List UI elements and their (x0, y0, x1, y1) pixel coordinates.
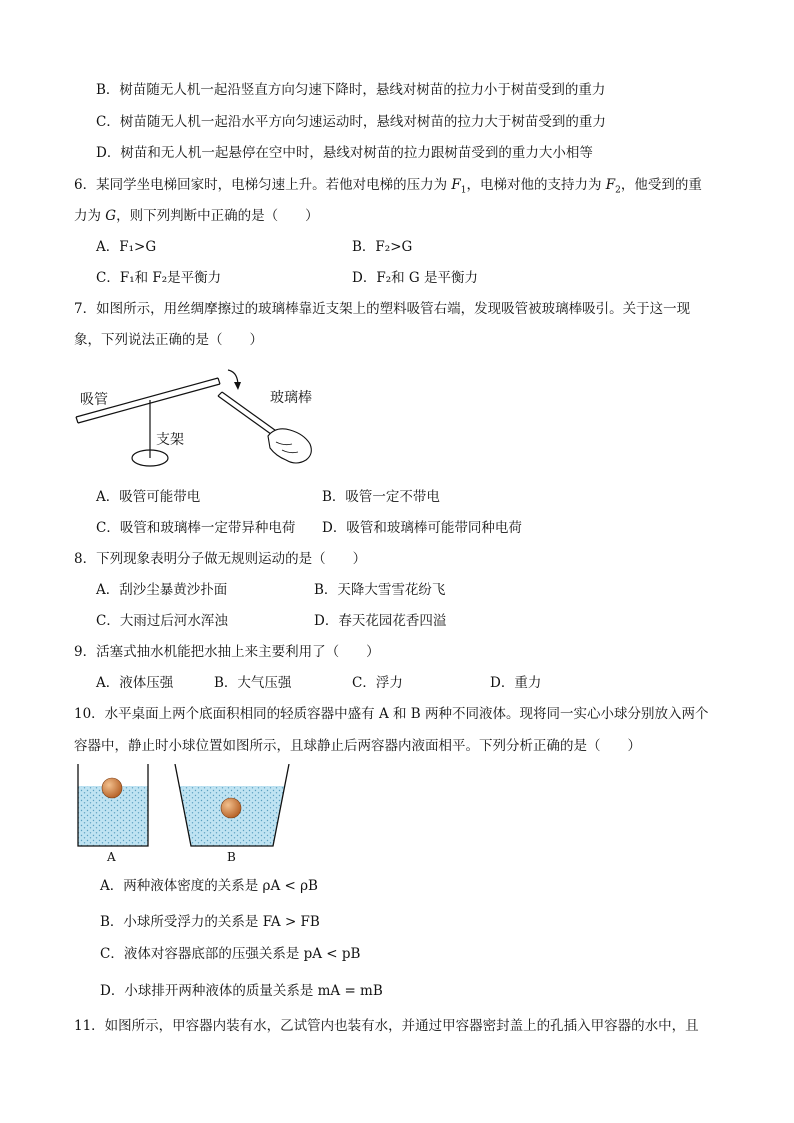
q6-stem-part: ，他受到的重 (620, 177, 702, 193)
q10-option-c: C．液体对容器底部的压强关系是 pA < pB (100, 946, 361, 962)
q7-option-d: D．吸管和玻璃棒可能带同种电荷 (322, 520, 522, 536)
q7-straw-figure (70, 362, 330, 472)
q7-stem-line2: 象，下列说法正确的是（ ） (74, 332, 263, 348)
q6-f2-symbol: F (605, 177, 616, 193)
ball-b (221, 798, 241, 818)
label-glass-rod: 玻璃棒 (270, 390, 312, 406)
hand (268, 429, 311, 463)
q10-stem-line1: 10．水平桌面上两个底面积相同的轻质容器中盛有 A 和 B 两种不同液体。现将同一实心小球分别放入两个 (74, 706, 709, 722)
q6-stem-line1 (74, 175, 702, 201)
q6-option-a: A．F₁>G (96, 239, 157, 255)
q8-option-c: C．大雨过后河水浑浊 (96, 613, 228, 629)
q8-stem: 8．下列现象表明分子做无规则运动的是（ ） (74, 551, 367, 567)
q9-option-a: A．液体压强 (96, 675, 174, 691)
q7-option-c: C．吸管和玻璃棒一定带异种电荷 (96, 520, 296, 536)
label-container-a: A (107, 850, 116, 864)
q6-stem-part: ，电梯对他的支持力为 (466, 177, 606, 193)
q10-option-b: B．小球所受浮力的关系是 FA > FB (100, 914, 320, 930)
q8-option-a: A．刮沙尘暴黄沙扑面 (96, 582, 228, 598)
label-stand: 支架 (156, 432, 184, 448)
q6-option-b: B．F₂>G (352, 239, 413, 255)
q6-stem-line2 (74, 206, 319, 226)
label-container-b: B (227, 850, 236, 864)
q7-option-a: A．吸管可能带电 (96, 489, 201, 505)
q5-option-c: C．树苗随无人机一起沿水平方向匀速运动时，悬线对树苗的拉力大于树苗受到的重力 (96, 114, 606, 130)
q6-f1-symbol: F (451, 177, 461, 193)
q6-stem-part: 力为 (74, 208, 106, 224)
q6-stem-part: 6．某同学坐电梯回家时，电梯匀速上升。若他对电梯的压力为 (74, 177, 452, 193)
q9-option-c: C．浮力 (352, 675, 403, 691)
q6-f2-subscript: 2 (615, 185, 621, 196)
q8-option-b: B．天降大雪雪花纷飞 (314, 582, 446, 598)
q9-option-b: B．大气压强 (214, 675, 292, 691)
q8-option-d: D．春天花园花香四溢 (314, 613, 447, 629)
q7-stem-line1: 7．如图所示，用丝绸摩擦过的玻璃棒靠近支架上的塑料吸管右端，发现吸管被玻璃棒吸引。关于这一现 (74, 301, 691, 317)
q6-f1-subscript: 1 (460, 185, 467, 196)
q10-containers-figure (74, 764, 304, 864)
q10-option-d: D．小球排开两种液体的质量关系是 mA = mB (100, 983, 383, 999)
q11-stem-line1: 11．如图所示，甲容器内装有水，乙试管内也装有水，并通过甲容器密封盖上的孔插入甲容器的水中，且 (74, 1018, 699, 1034)
q9-stem: 9．活塞式抽水机能把水抽上来主要利用了（ ） (74, 644, 380, 660)
q10-option-a: A．两种液体密度的关系是 ρA < ρB (100, 878, 318, 894)
ball-a (102, 778, 122, 798)
q9-option-d: D．重力 (490, 675, 542, 691)
q5-option-b: B．树苗随无人机一起沿竖直方向匀速下降时，悬线对树苗的拉力小于树苗受到的重力 (96, 82, 606, 98)
q6-option-c: C．F₁和 F₂是平衡力 (96, 270, 222, 286)
label-straw: 吸管 (80, 392, 108, 408)
q10-stem-line2: 容器中，静止时小球位置如图所示，且球静止后两容器内液面相平。下列分析正确的是（ ） (74, 738, 641, 754)
q6-option-d: D．F₂和 G 是平衡力 (352, 270, 478, 286)
q6-g-symbol: G (105, 208, 117, 224)
q5-option-d: D．树苗和无人机一起悬停在空中时，悬线对树苗的拉力跟树苗受到的重力大小相等 (96, 145, 593, 161)
q6-stem-part: ，则下列判断中正确的是（ ） (116, 208, 319, 224)
q7-option-b: B．吸管一定不带电 (322, 489, 440, 505)
